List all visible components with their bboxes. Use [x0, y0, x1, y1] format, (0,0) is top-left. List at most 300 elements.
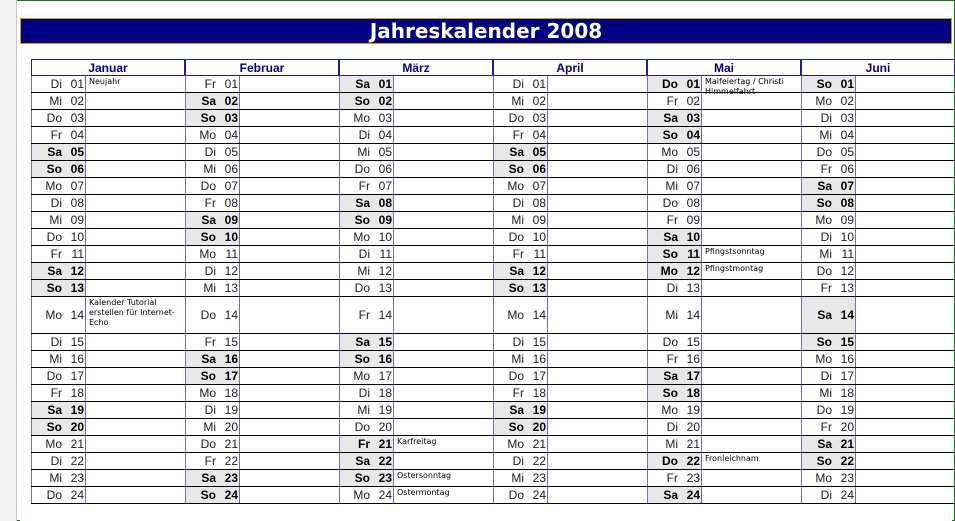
day-row[interactable] — [185, 280, 339, 297]
day-row[interactable] — [493, 419, 647, 436]
day-row[interactable] — [493, 487, 647, 504]
day-row[interactable] — [493, 263, 647, 280]
day-row[interactable] — [31, 127, 185, 144]
day-number: 19 — [532, 403, 546, 417]
day-cell — [493, 297, 548, 333]
weekday-label: Sa — [201, 352, 216, 366]
day-row[interactable] — [31, 110, 185, 127]
day-number: 21 — [70, 437, 84, 451]
day-number: 14 — [224, 308, 238, 322]
day-number: 09 — [686, 213, 700, 227]
day-row[interactable] — [31, 487, 185, 504]
day-cell — [339, 229, 394, 245]
day-row[interactable] — [647, 127, 801, 144]
day-row[interactable] — [647, 470, 801, 487]
day-number: 03 — [70, 111, 84, 125]
month-header[interactable]: März — [339, 59, 493, 76]
day-row[interactable] — [31, 351, 185, 368]
day-number: 02 — [686, 94, 700, 108]
day-number: 21 — [378, 437, 392, 451]
day-row[interactable] — [493, 470, 647, 487]
day-number: 24 — [686, 488, 700, 502]
day-row[interactable] — [493, 127, 647, 144]
day-row[interactable] — [185, 297, 339, 334]
weekday-label: Do — [46, 488, 62, 502]
day-row[interactable] — [801, 178, 955, 195]
day-number: 03 — [378, 111, 392, 125]
day-row[interactable] — [339, 487, 493, 504]
day-row[interactable] — [801, 144, 955, 161]
day-cell — [647, 195, 702, 211]
day-row[interactable] — [339, 212, 493, 229]
day-row[interactable] — [647, 110, 801, 127]
day-row[interactable] — [339, 195, 493, 212]
day-number: 20 — [70, 420, 84, 434]
day-row[interactable] — [801, 351, 955, 368]
day-row[interactable] — [493, 93, 647, 110]
day-row[interactable] — [801, 297, 955, 334]
day-row[interactable] — [339, 453, 493, 470]
weekday-label: Mo — [661, 145, 678, 159]
day-row[interactable] — [493, 110, 647, 127]
day-number: 10 — [224, 230, 238, 244]
day-row[interactable] — [185, 93, 339, 110]
day-row[interactable] — [801, 161, 955, 178]
day-row[interactable] — [493, 195, 647, 212]
day-row[interactable] — [185, 351, 339, 368]
day-number: 10 — [686, 230, 700, 244]
day-row[interactable] — [647, 76, 801, 96]
day-cell — [31, 229, 86, 245]
weekday-label: Sa — [817, 437, 832, 451]
day-number: 11 — [687, 247, 700, 261]
day-number: 01 — [378, 77, 392, 91]
day-row[interactable] — [493, 453, 647, 470]
day-cell — [185, 280, 240, 296]
day-cell — [339, 280, 394, 296]
day-number: 09 — [70, 213, 84, 227]
day-row[interactable] — [647, 453, 801, 470]
day-number: 18 — [70, 386, 84, 400]
weekday-label: So — [816, 196, 832, 210]
day-row[interactable] — [31, 470, 185, 487]
day-row[interactable] — [339, 246, 493, 263]
day-row[interactable] — [339, 470, 493, 487]
day-row[interactable] — [339, 368, 493, 385]
day-cell — [339, 351, 394, 367]
day-row[interactable] — [185, 334, 339, 351]
month-header[interactable]: Januar — [31, 59, 185, 76]
weekday-label: Mo — [660, 264, 678, 278]
day-note: Maifeiertag / Christi Himmelfahrt — [705, 77, 784, 96]
day-row[interactable] — [801, 453, 955, 470]
day-row[interactable] — [647, 144, 801, 161]
day-row[interactable] — [493, 436, 647, 453]
day-cell — [31, 76, 86, 92]
day-number: 22 — [686, 454, 700, 468]
day-row[interactable] — [31, 263, 185, 280]
day-cell — [339, 76, 394, 92]
day-row[interactable] — [493, 161, 647, 178]
weekday-label: Fr — [358, 308, 370, 322]
day-row[interactable] — [185, 212, 339, 229]
day-row[interactable] — [31, 280, 185, 297]
day-row[interactable] — [185, 470, 339, 487]
month-header[interactable]: Mai — [647, 59, 801, 76]
day-row[interactable] — [31, 212, 185, 229]
day-row[interactable] — [801, 229, 955, 246]
day-number: 15 — [840, 335, 854, 349]
day-cell — [185, 76, 240, 92]
day-number: 10 — [840, 230, 854, 244]
day-cell — [185, 93, 240, 109]
day-number: 11 — [841, 247, 854, 261]
weekday-label: Fr — [204, 196, 216, 210]
day-cell — [493, 487, 548, 503]
day-row[interactable] — [647, 246, 801, 263]
day-row[interactable] — [801, 385, 955, 402]
day-row[interactable] — [801, 110, 955, 127]
day-row[interactable] — [339, 402, 493, 419]
day-row[interactable] — [339, 110, 493, 127]
day-row[interactable] — [647, 229, 801, 246]
day-number: 23 — [378, 471, 392, 485]
day-row[interactable] — [185, 127, 339, 144]
day-row[interactable] — [185, 76, 339, 93]
day-cell — [493, 402, 548, 418]
day-row[interactable] — [185, 368, 339, 385]
day-row[interactable] — [339, 280, 493, 297]
day-row[interactable] — [493, 280, 647, 297]
day-cell — [185, 334, 240, 350]
day-number: 16 — [840, 352, 854, 366]
day-cell — [801, 76, 856, 92]
weekday-label: Do — [354, 420, 370, 434]
weekday-label: Mo — [199, 128, 216, 142]
day-row[interactable] — [647, 280, 801, 297]
day-row[interactable] — [185, 487, 339, 504]
day-row[interactable] — [801, 246, 955, 263]
day-row[interactable] — [493, 297, 647, 334]
weekday-label: Mi — [203, 281, 216, 295]
day-row[interactable] — [493, 246, 647, 263]
weekday-label: So — [662, 128, 678, 142]
day-row[interactable] — [647, 487, 801, 504]
day-row[interactable] — [493, 402, 647, 419]
weekday-label: So — [508, 162, 524, 176]
day-row[interactable] — [31, 453, 185, 470]
day-number: 12 — [378, 264, 392, 278]
day-row[interactable] — [339, 419, 493, 436]
day-number: 07 — [840, 179, 854, 193]
weekday-label: Do — [354, 281, 370, 295]
day-cell — [647, 297, 702, 333]
day-note: Fronleichnam — [705, 454, 759, 463]
day-row[interactable] — [339, 229, 493, 246]
day-number: 04 — [840, 128, 854, 142]
day-row[interactable] — [339, 161, 493, 178]
day-cell — [31, 195, 86, 211]
weekday-label: Di — [204, 145, 216, 159]
day-row[interactable] — [647, 195, 801, 212]
day-cell — [493, 93, 548, 109]
day-row[interactable] — [801, 280, 955, 297]
day-row[interactable] — [185, 402, 339, 419]
weekday-label: Mi — [665, 179, 678, 193]
weekday-label: Mo — [507, 308, 524, 322]
day-row[interactable] — [185, 246, 339, 263]
day-cell — [339, 470, 394, 486]
day-number: 07 — [378, 179, 392, 193]
day-cell — [493, 470, 548, 486]
day-row[interactable] — [647, 419, 801, 436]
day-row[interactable] — [185, 263, 339, 280]
day-cell — [647, 263, 702, 279]
day-row[interactable] — [647, 436, 801, 453]
day-row[interactable] — [647, 334, 801, 351]
day-number: 12 — [532, 264, 546, 278]
day-row[interactable] — [185, 161, 339, 178]
day-cell — [185, 263, 240, 279]
day-cell — [801, 487, 856, 503]
day-row[interactable] — [801, 334, 955, 351]
weekday-label: Fr — [512, 386, 524, 400]
day-row[interactable] — [31, 229, 185, 246]
day-row[interactable] — [185, 178, 339, 195]
day-number: 08 — [70, 196, 84, 210]
day-row[interactable] — [801, 93, 955, 110]
day-row[interactable] — [339, 436, 493, 453]
day-row[interactable] — [31, 195, 185, 212]
day-number: 11 — [533, 247, 546, 261]
day-row[interactable] — [493, 178, 647, 195]
day-cell — [339, 144, 394, 160]
day-row[interactable] — [31, 246, 185, 263]
weekday-label: So — [200, 230, 216, 244]
day-number: 04 — [70, 128, 84, 142]
day-row[interactable] — [801, 263, 955, 280]
day-number: 04 — [532, 128, 546, 142]
day-row[interactable] — [801, 487, 955, 504]
day-note: Karfreitag — [397, 437, 437, 446]
weekday-label: Mo — [815, 213, 832, 227]
day-row[interactable] — [801, 436, 955, 453]
day-row[interactable] — [185, 453, 339, 470]
day-cell — [339, 110, 394, 126]
day-row[interactable] — [801, 402, 955, 419]
day-number: 09 — [532, 213, 546, 227]
day-row[interactable] — [31, 297, 185, 334]
day-row[interactable] — [801, 195, 955, 212]
day-row[interactable] — [185, 144, 339, 161]
weekday-label: Sa — [509, 403, 524, 417]
day-row[interactable] — [185, 436, 339, 453]
weekday-label: Mi — [665, 308, 678, 322]
day-row[interactable] — [185, 195, 339, 212]
weekday-label: Do — [200, 179, 216, 193]
day-cell — [31, 402, 86, 418]
weekday-label: So — [200, 111, 216, 125]
weekday-label: Di — [50, 196, 62, 210]
day-row[interactable] — [493, 229, 647, 246]
day-number: 17 — [840, 369, 854, 383]
day-row[interactable] — [647, 93, 801, 110]
day-row[interactable] — [339, 178, 493, 195]
weekday-label: Mi — [49, 471, 62, 485]
day-row[interactable] — [339, 93, 493, 110]
day-row[interactable] — [31, 178, 185, 195]
day-number: 19 — [224, 403, 238, 417]
day-row[interactable] — [31, 436, 185, 453]
weekday-label: Di — [358, 386, 370, 400]
day-cell — [647, 470, 702, 486]
weekday-label: Do — [200, 308, 216, 322]
day-cell — [339, 178, 394, 194]
day-row[interactable] — [647, 402, 801, 419]
weekday-label: So — [508, 281, 524, 295]
weekday-label: Do — [46, 230, 62, 244]
day-row[interactable] — [185, 229, 339, 246]
day-number: 13 — [686, 281, 700, 295]
weekday-label: Fr — [358, 179, 370, 193]
day-number: 08 — [224, 196, 238, 210]
day-row[interactable] — [339, 127, 493, 144]
day-row[interactable] — [647, 351, 801, 368]
day-number: 02 — [224, 94, 238, 108]
day-row[interactable] — [31, 334, 185, 351]
day-row[interactable] — [31, 76, 185, 93]
weekday-label: Do — [46, 369, 62, 383]
day-row[interactable] — [801, 127, 955, 144]
weekday-label: Sa — [47, 403, 62, 417]
weekday-label: Mi — [357, 403, 370, 417]
day-row[interactable] — [647, 178, 801, 195]
weekday-label: Do — [354, 162, 370, 176]
day-note: Kalender Tutorial erstellen für Internet-Echo — [89, 298, 175, 327]
weekday-label: Do — [662, 77, 678, 91]
day-cell — [647, 453, 702, 469]
weekday-label: Mo — [661, 403, 678, 417]
day-number: 07 — [686, 179, 700, 193]
weekday-label: Do — [200, 437, 216, 451]
day-row[interactable] — [31, 368, 185, 385]
day-cell — [31, 212, 86, 228]
day-number: 18 — [224, 386, 238, 400]
weekday-label: So — [354, 352, 370, 366]
day-row[interactable] — [185, 385, 339, 402]
day-cell — [647, 93, 702, 109]
day-row[interactable] — [801, 212, 955, 229]
day-cell — [647, 436, 702, 452]
day-number: 06 — [840, 162, 854, 176]
weekday-label: Di — [820, 111, 832, 125]
day-row[interactable] — [647, 263, 801, 280]
month-header[interactable]: Juni — [801, 59, 955, 76]
day-cell — [31, 297, 86, 333]
day-row[interactable] — [339, 334, 493, 351]
day-row[interactable] — [185, 419, 339, 436]
day-row[interactable] — [801, 76, 955, 93]
month-header[interactable]: April — [493, 59, 647, 76]
row-header-strip — [0, 0, 17, 521]
weekday-label: Mi — [819, 128, 832, 142]
day-row[interactable] — [31, 93, 185, 110]
day-row[interactable] — [801, 368, 955, 385]
day-row[interactable] — [493, 144, 647, 161]
weekday-label: Sa — [509, 264, 524, 278]
day-cell — [185, 246, 240, 262]
day-row[interactable] — [339, 385, 493, 402]
day-row[interactable] — [647, 385, 801, 402]
day-row[interactable] — [31, 144, 185, 161]
day-row[interactable] — [339, 76, 493, 93]
weekday-label: Mo — [45, 179, 62, 193]
day-cell — [31, 385, 86, 401]
day-row[interactable] — [801, 419, 955, 436]
day-cell — [185, 195, 240, 211]
day-row[interactable] — [185, 110, 339, 127]
day-row[interactable] — [493, 334, 647, 351]
weekday-label: Do — [508, 369, 524, 383]
day-row[interactable] — [647, 368, 801, 385]
day-note: Pfingstsonntag — [705, 247, 765, 256]
month-header[interactable]: Februar — [185, 59, 339, 76]
day-number: 18 — [532, 386, 546, 400]
day-cell — [801, 470, 856, 486]
weekday-label: Mi — [357, 145, 370, 159]
day-row[interactable] — [801, 470, 955, 487]
weekday-label: Sa — [47, 264, 62, 278]
day-number: 13 — [70, 281, 84, 295]
day-cell — [185, 178, 240, 194]
day-row[interactable] — [339, 351, 493, 368]
day-row[interactable] — [339, 297, 493, 334]
day-number: 15 — [70, 335, 84, 349]
day-row[interactable] — [647, 297, 801, 334]
day-row[interactable] — [31, 402, 185, 419]
day-row[interactable] — [493, 351, 647, 368]
day-cell — [647, 487, 702, 503]
day-cell — [801, 280, 856, 296]
day-row[interactable] — [493, 385, 647, 402]
day-number: 05 — [224, 145, 238, 159]
day-row[interactable] — [31, 161, 185, 178]
day-cell — [493, 263, 548, 279]
day-row[interactable] — [493, 368, 647, 385]
day-row[interactable] — [493, 76, 647, 93]
weekday-label: Fr — [358, 437, 370, 451]
day-row[interactable] — [339, 144, 493, 161]
day-row[interactable] — [493, 212, 647, 229]
day-cell — [493, 351, 548, 367]
day-number: 16 — [378, 352, 392, 366]
day-row[interactable] — [647, 161, 801, 178]
day-number: 22 — [70, 454, 84, 468]
weekday-label: Mi — [665, 437, 678, 451]
day-row[interactable] — [31, 385, 185, 402]
day-number: 18 — [378, 386, 392, 400]
day-cell — [339, 453, 394, 469]
weekday-label: Mo — [507, 179, 524, 193]
day-row[interactable] — [31, 419, 185, 436]
day-number: 22 — [840, 454, 854, 468]
day-number: 17 — [686, 369, 700, 383]
day-number: 24 — [224, 488, 238, 502]
day-number: 09 — [224, 213, 238, 227]
day-row[interactable] — [339, 263, 493, 280]
day-row[interactable] — [647, 212, 801, 229]
day-cell — [339, 368, 394, 384]
